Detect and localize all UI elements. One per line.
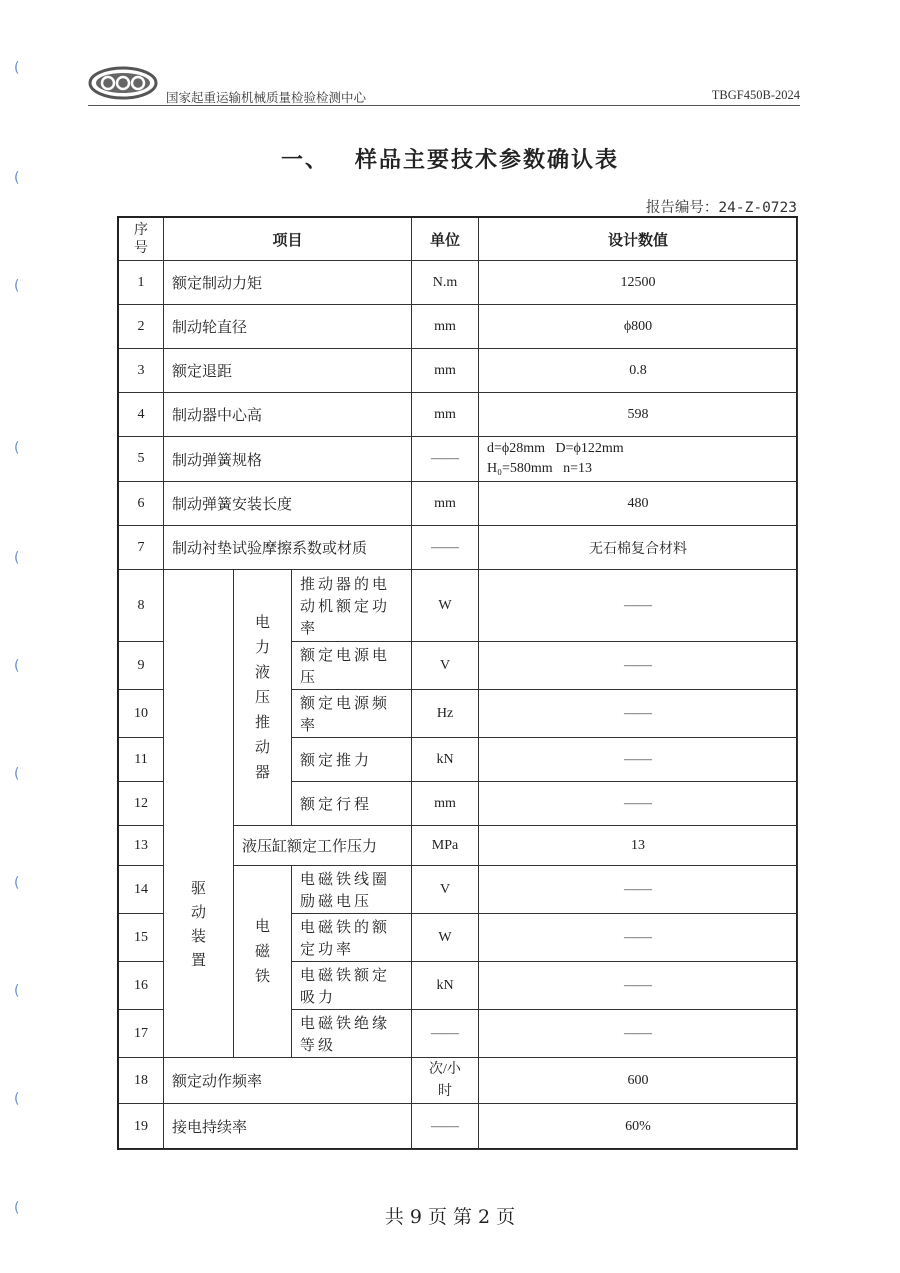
table-row-item-text: 额定电源电压: [300, 645, 391, 686]
table-row-item: [292, 1010, 412, 1058]
header-seq-text: 序号: [134, 222, 148, 256]
table-row-value-text: ——: [624, 705, 652, 721]
table-row-seq-text: 19: [134, 1118, 148, 1134]
table-row-unit-text: mm: [434, 795, 456, 811]
binding-margin-marks: ( ( ( ( ( ( ( ( ( ( (: [14, 60, 20, 1216]
table-row-value: [479, 962, 798, 1010]
document-code: TBGF450B-2024: [711, 88, 800, 102]
table-row-unit: [412, 437, 479, 482]
table-row-seq-text: 8: [137, 597, 145, 613]
table-row-item-text: 额定退距: [172, 362, 233, 380]
spring-spec-line1: d=ϕ28mm D=ϕ122mm: [487, 441, 624, 456]
header-value: [479, 218, 798, 261]
table-row-value: [479, 1010, 798, 1058]
table-row-seq: [119, 738, 164, 782]
table-row-seq: [119, 1104, 164, 1150]
table-row-item-text: 电磁铁线圈励磁电压: [300, 869, 391, 910]
table-row-item: [292, 782, 412, 826]
table-row-seq-text: 9: [137, 657, 145, 673]
table-row-seq-text: 4: [137, 406, 145, 422]
table-row-seq: [119, 437, 164, 482]
table-row-seq: [119, 866, 164, 914]
table-row-value: [479, 437, 798, 482]
table-row-value-text: ——: [624, 597, 652, 613]
table-row-seq: [119, 526, 164, 570]
table-row-value: [479, 826, 798, 866]
table-row-value-text: ——: [624, 1025, 652, 1041]
table-row-value-text: 480: [627, 495, 649, 511]
table-row-value: [479, 305, 798, 349]
page-footer: 共 9 页 第 2 页: [384, 1206, 516, 1228]
table-row-unit-text: mm: [434, 495, 456, 511]
table-row-seq: [119, 642, 164, 690]
table-row-seq-text: 11: [134, 751, 148, 767]
table-row-item-text: 制动弹簧规格: [172, 450, 263, 469]
header-item-text: 项目: [272, 230, 303, 249]
table-row-seq-text: 3: [137, 362, 145, 378]
page-title: [0, 143, 900, 174]
table-row-item: [234, 826, 412, 866]
group-hydraulic-label-text: 电力液压推动器: [254, 613, 270, 781]
table-row-seq: [119, 482, 164, 526]
table-row-value-text: 0.8: [629, 362, 647, 378]
table-row-item-text: 推动器的电动机额定功率: [300, 574, 391, 637]
table-row-seq: [119, 962, 164, 1010]
title-text: 样品主要技术参数确认表: [355, 148, 620, 173]
table-row-item: [292, 866, 412, 914]
table-row-value: [479, 690, 798, 738]
table-row-item-text: 制动弹簧安装长度: [172, 495, 293, 513]
table-row-seq-text: 14: [134, 881, 148, 897]
table-row-unit-text: 次/小时: [429, 1061, 461, 1099]
table-row-seq: [119, 305, 164, 349]
table-row-unit-text: V: [439, 657, 451, 673]
table-row-unit: [412, 261, 479, 305]
table-row-value-text: 60%: [625, 1118, 651, 1134]
table-row-unit-text: W: [438, 597, 452, 613]
table-row-unit: [412, 482, 479, 526]
table-row-seq: [119, 690, 164, 738]
group-drive-label: [164, 570, 234, 1058]
table-row-value: [479, 782, 798, 826]
table-row-unit: [412, 349, 479, 393]
table-row-unit-text: Hz: [436, 705, 454, 721]
table-row-item: [292, 962, 412, 1010]
table-row-value-text: 无石棉复合材料: [589, 541, 687, 557]
table-row-unit-text: mm: [434, 362, 456, 378]
table-row-unit-text: V: [439, 881, 451, 897]
table-row-seq: [119, 826, 164, 866]
table-row-unit-text: N.m: [432, 274, 458, 290]
table-row-value-text: 600: [627, 1072, 649, 1088]
table-row-unit: [412, 866, 479, 914]
table-row-unit: [412, 1058, 479, 1104]
table-row-seq-text: 7: [137, 539, 145, 555]
table-row-item: [164, 526, 412, 570]
table-row-item-text: 制动衬垫试验摩擦系数或材质: [172, 539, 368, 557]
table-row-seq: [119, 1010, 164, 1058]
table-row-unit-text: ——: [431, 1025, 459, 1041]
table-row-item: [164, 437, 412, 482]
table-row-value-text: ——: [624, 881, 652, 897]
header-seq: [119, 218, 164, 261]
table-row-value: [479, 570, 798, 642]
table-row-item: [164, 305, 412, 349]
table-row-seq: [119, 570, 164, 642]
table-row-unit-text: mm: [434, 406, 456, 422]
table-row-seq-text: 10: [134, 705, 148, 721]
table-row-item: [292, 642, 412, 690]
table-row-seq-text: 12: [134, 795, 148, 811]
table-row-value-text: 598: [627, 406, 649, 422]
table-row-seq-text: 16: [134, 977, 148, 993]
group-magnet-label: [234, 866, 292, 1058]
table-row-item: [292, 914, 412, 962]
table-row-item: [164, 393, 412, 437]
header-item: [164, 218, 412, 261]
table-row-item-text: 额定推力: [300, 750, 373, 769]
table-row-item: [164, 482, 412, 526]
table-row-seq-text: 13: [134, 837, 148, 853]
spring-spec-line2: H₀=580mm n=13: [487, 461, 593, 476]
table-row-seq: [119, 914, 164, 962]
table-row-value-text: ——: [624, 795, 652, 811]
table-row-value: [479, 642, 798, 690]
table-row-item-text: 制动轮直径: [172, 318, 248, 336]
parameter-table: [117, 216, 798, 1150]
table-row-unit-text: mm: [434, 318, 456, 334]
table-row-value: [479, 738, 798, 782]
table-row-item-text: 液压缸额定工作压力: [242, 837, 378, 855]
table-row-value: [479, 914, 798, 962]
table-row-unit: [412, 690, 479, 738]
table-row-unit: [412, 1104, 479, 1150]
table-row-value: [479, 482, 798, 526]
table-row-unit-text: ——: [431, 1118, 459, 1134]
table-row-value-text: ϕ800: [623, 318, 653, 334]
header-rule: [88, 105, 800, 106]
table-row-item-text: 额定制动力矩: [172, 274, 263, 292]
table-row-item: [292, 570, 412, 642]
table-row-item-text: 电磁铁绝缘等级: [300, 1013, 391, 1054]
report-number: 报告编号：24-Z-0723: [645, 200, 797, 216]
table-row-value-text: 12500: [620, 274, 656, 290]
table-row-seq: [119, 782, 164, 826]
table-row-seq-text: 1: [137, 274, 145, 290]
table-row-value: [479, 349, 798, 393]
table-row-value: [479, 1058, 798, 1104]
group-magnet-label-text: 电磁铁: [254, 917, 270, 985]
table-row-seq: [119, 261, 164, 305]
table-row-seq-text: 5: [137, 451, 145, 466]
table-row-seq-text: 6: [137, 495, 145, 511]
table-row-unit-text: MPa: [431, 837, 459, 853]
header-unit-text: 单位: [429, 230, 460, 249]
table-row-value-text: ——: [624, 751, 652, 767]
table-row-unit: [412, 1010, 479, 1058]
table-row-item-text: 额定电源频率: [300, 693, 391, 734]
table-row-item-text: 电磁铁额定吸力: [300, 965, 391, 1006]
table-row-unit-text: W: [438, 929, 452, 945]
table-row-seq: [119, 349, 164, 393]
table-row-value-text: ——: [624, 657, 652, 673]
table-row-value: [479, 1104, 798, 1150]
group-drive-label-text: 驱动装置: [190, 878, 206, 969]
organization-name: 国家起重运输机械质量检验检测中心: [166, 90, 367, 105]
table-row-seq: [119, 393, 164, 437]
table-row-seq-text: 2: [137, 318, 145, 334]
table-row-unit: [412, 305, 479, 349]
table-row-item: [292, 738, 412, 782]
table-row-unit: [412, 393, 479, 437]
table-row-unit-text: ——: [431, 539, 459, 555]
header-value-text: 设计数值: [607, 230, 668, 249]
cqc-logo-icon: [88, 66, 158, 100]
table-row-value-text: 13: [631, 837, 645, 853]
table-row-value: [479, 526, 798, 570]
table-row-item-text: 额定动作频率: [172, 1072, 263, 1090]
table-row-item-text: 额定行程: [300, 794, 373, 813]
table-row-unit: [412, 826, 479, 866]
table-row-item: [292, 690, 412, 738]
header-unit: [412, 218, 479, 261]
table-row-item: [164, 261, 412, 305]
table-row-seq-text: 18: [134, 1072, 148, 1088]
table-row-item: [164, 1104, 412, 1150]
group-hydraulic-label: [234, 570, 292, 826]
table-row-item-text: 接电持续率: [172, 1118, 248, 1136]
table-row-item-text: 制动器中心高: [172, 406, 263, 424]
table-row-value-text: ——: [624, 977, 652, 993]
table-row-unit: [412, 962, 479, 1010]
table-row-unit: [412, 914, 479, 962]
table-row-seq-text: 17: [134, 1025, 148, 1041]
table-row-unit: [412, 526, 479, 570]
table-row-item: [164, 1058, 412, 1104]
table-row-value: [479, 866, 798, 914]
table-row-unit-text: ——: [431, 451, 459, 466]
table-row-item-text: 电磁铁的额定功率: [300, 917, 391, 958]
table-row-value-text: ——: [624, 929, 652, 945]
table-row-seq-text: 15: [134, 929, 148, 945]
table-row-unit: [412, 570, 479, 642]
table-row-value: [479, 393, 798, 437]
table-row-unit: [412, 782, 479, 826]
table-row-value: [479, 261, 798, 305]
title-number: 一、: [280, 148, 329, 173]
table-row-seq: [119, 1058, 164, 1104]
page-header: [88, 62, 800, 108]
table-row-unit-text: kN: [436, 751, 454, 767]
table-row-item: [164, 349, 412, 393]
table-row-unit: [412, 738, 479, 782]
table-row-unit: [412, 642, 479, 690]
table-row-unit-text: kN: [436, 977, 454, 993]
